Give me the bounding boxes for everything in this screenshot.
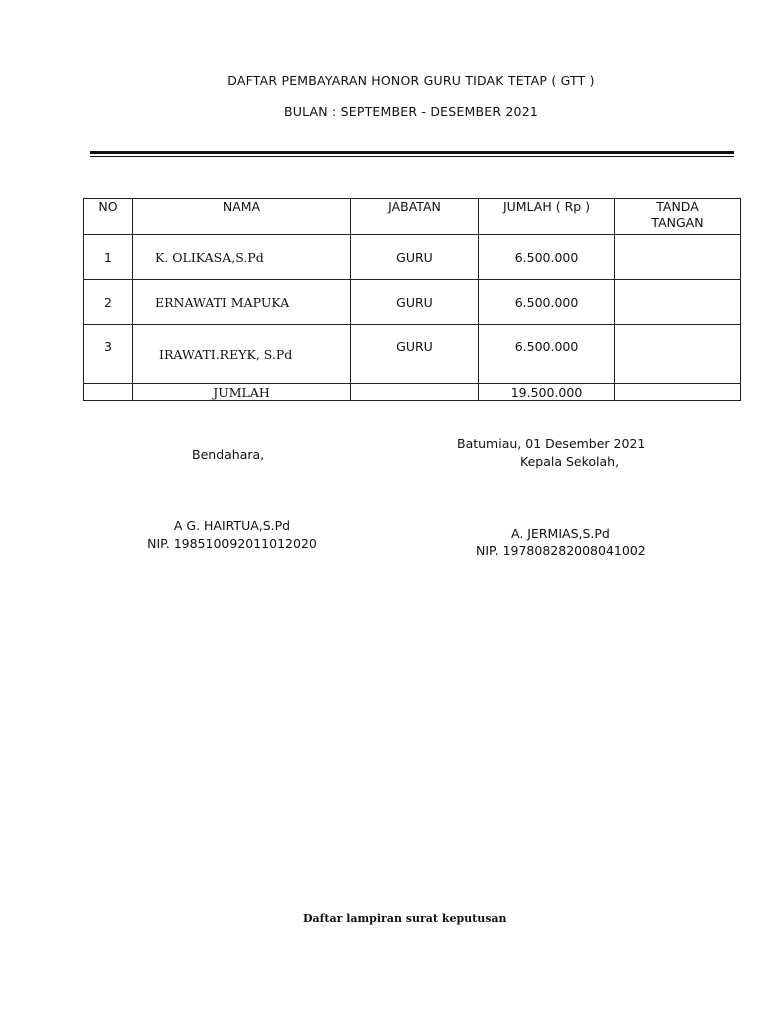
footer-note: Daftar lampiran surat keputusan — [303, 912, 507, 925]
cell-tanda — [615, 325, 741, 384]
signature-left-nip: NIP. 198510092011012020 — [147, 536, 317, 551]
header-nama: NAMA — [133, 199, 351, 235]
cell-nama: K. OLIKASA,S.Pd — [133, 235, 351, 280]
header-rule-thick — [90, 151, 734, 154]
cell-jabatan: GURU — [351, 235, 479, 280]
table-total-row — [84, 384, 741, 401]
table-header-row — [84, 199, 741, 235]
cell-total-empty — [351, 384, 479, 401]
header-jabatan: JABATAN — [351, 199, 479, 235]
signature-right-name: A. JERMIAS,S.Pd — [511, 526, 610, 541]
document-title: DAFTAR PEMBAYARAN HONOR GURU TIDAK TETAP ( GTT ) — [227, 73, 595, 88]
cell-jumlah: 6.500.000 — [479, 235, 615, 280]
signature-right-nip: NIP. 197808282008041002 — [476, 543, 646, 558]
payment-table — [83, 198, 741, 401]
header-tanda-line1: TANDA — [656, 199, 699, 214]
signature-right-place-date: Batumiau, 01 Desember 2021 — [457, 436, 646, 451]
signature-left-role: Bendahara, — [192, 447, 265, 462]
cell-total-empty — [615, 384, 741, 401]
cell-nama: ERNAWATI MAPUKA — [133, 280, 351, 325]
cell-nama: IRAWATI.REYK, S.Pd — [133, 325, 351, 384]
table-row — [84, 280, 741, 325]
cell-total-value: 19.500.000 — [479, 384, 615, 401]
cell-total-empty — [84, 384, 133, 401]
cell-no: 3 — [84, 325, 133, 384]
table-row — [84, 235, 741, 280]
cell-total-label: JUMLAH — [133, 384, 351, 401]
signature-right-role: Kepala Sekolah, — [520, 454, 620, 469]
header-no: NO — [84, 199, 133, 235]
cell-jabatan: GURU — [351, 325, 479, 384]
cell-tanda — [615, 235, 741, 280]
cell-jabatan: GURU — [351, 280, 479, 325]
header-rule-thin — [90, 156, 734, 157]
cell-no: 1 — [84, 235, 133, 280]
cell-jumlah: 6.500.000 — [479, 280, 615, 325]
cell-jumlah: 6.500.000 — [479, 325, 615, 384]
cell-no: 2 — [84, 280, 133, 325]
header-jumlah: JUMLAH ( Rp ) — [479, 199, 615, 235]
cell-tanda — [615, 280, 741, 325]
table-row — [84, 325, 741, 384]
document-period: BULAN : SEPTEMBER - DESEMBER 2021 — [283, 104, 539, 119]
signature-left-name: A G. HAIRTUA,S.Pd — [173, 518, 291, 533]
header-tanda-line2: TANGAN — [651, 215, 704, 230]
header-tanda-tangan — [615, 199, 741, 235]
